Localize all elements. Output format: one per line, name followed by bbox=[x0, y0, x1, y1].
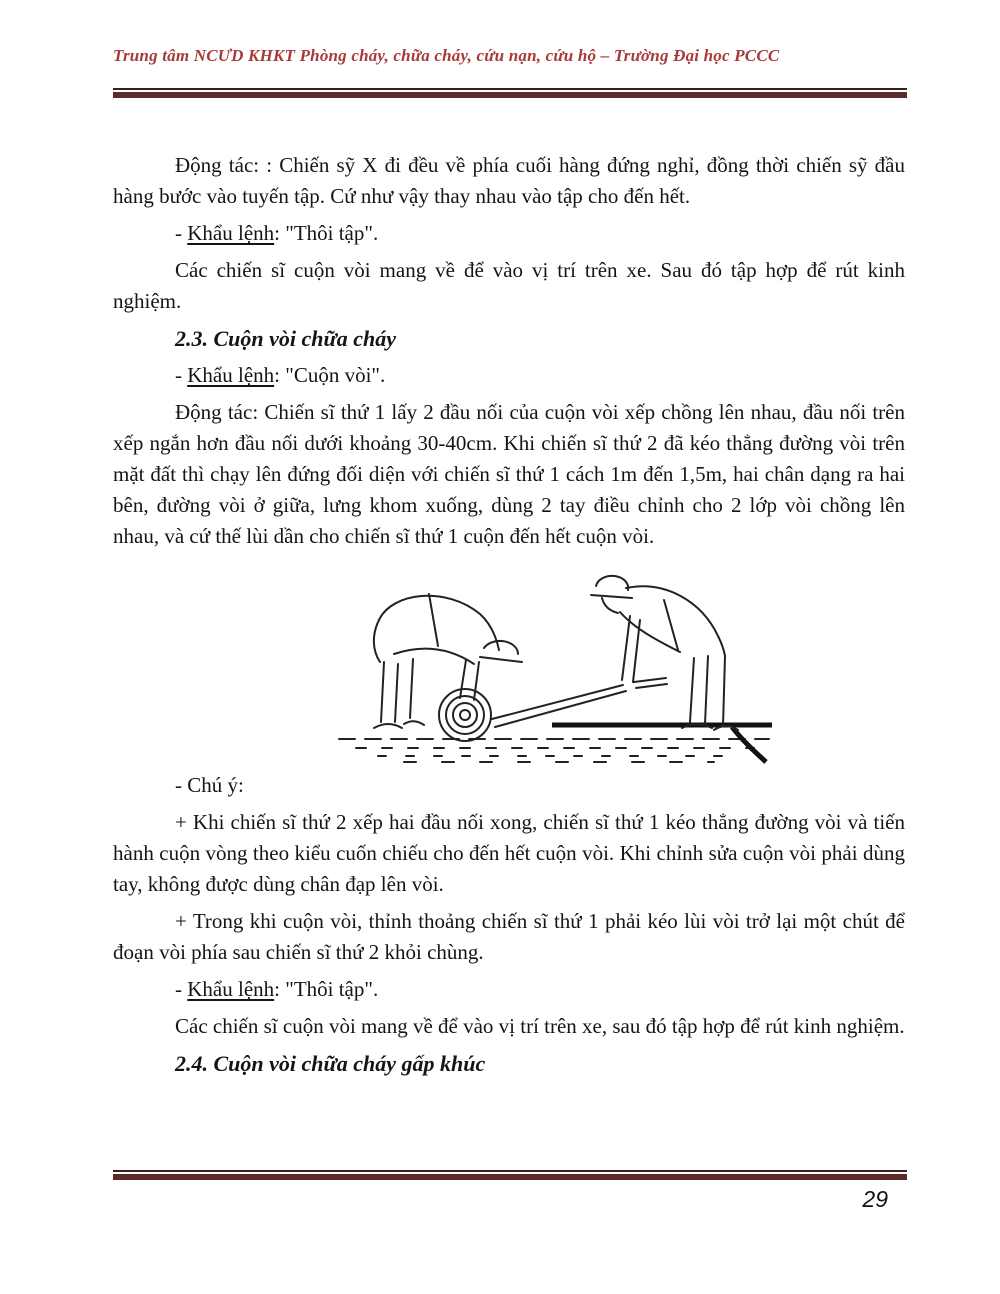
command-text: : "Thôi tập". bbox=[274, 221, 379, 245]
command-line-thoi-tap-2 bbox=[113, 974, 905, 1005]
note-heading: - Chú ý: bbox=[175, 773, 244, 797]
hose-rolling-illustration bbox=[113, 558, 905, 764]
command-prefix: - bbox=[175, 977, 188, 1001]
command-prefix: - bbox=[175, 221, 188, 245]
section-heading-2-3: 2.3. Cuộn vòi chữa cháy bbox=[175, 326, 396, 351]
page-header-title: Trung tâm NCƯD KHKT Phòng cháy, chữa cháy, cứu nạn, cứu hộ – Trường Đại học PCCC bbox=[113, 46, 780, 65]
footer-divider bbox=[113, 1170, 907, 1180]
command-prefix: - bbox=[175, 363, 188, 387]
document-body bbox=[113, 150, 905, 1085]
paragraph-regroup-2: Các chiến sĩ cuộn vòi mang về để vào vị trí trên xe, sau đó tập hợp để rút kinh nghiệm. bbox=[175, 1014, 905, 1038]
section-heading-2-4: 2.4. Cuộn vòi chữa cháy gấp khúc bbox=[175, 1051, 486, 1076]
command-text: : "Cuộn vòi". bbox=[274, 363, 386, 387]
hose-rolling-drawing bbox=[334, 558, 774, 764]
note-paragraph-2: + Trong khi cuộn vòi, thỉnh thoảng chiến sĩ thứ 1 phải kéo lùi vòi trở lại một chút để đoạn vòi phía sau chiến sĩ thứ 2 khỏi chùng. bbox=[113, 909, 905, 964]
command-label: Khẩu lệnh bbox=[187, 221, 275, 245]
command-line-cuon-voi bbox=[113, 360, 905, 391]
page-number: 29 bbox=[862, 1186, 888, 1212]
note-paragraph-1: + Khi chiến sĩ thứ 2 xếp hai đầu nối xong, chiến sĩ thứ 1 kéo thẳng đường vòi và tiến hành cuộn vòng theo kiểu cuốn chiếu cho đến hết cuộn vòi. Khi chỉnh sửa cuộn vòi phải dùng tay, không được dùng chân đạp lên vòi. bbox=[113, 810, 905, 896]
header-divider bbox=[113, 88, 907, 98]
command-line-thoi-tap-1 bbox=[113, 218, 905, 249]
command-text: : "Thôi tập". bbox=[274, 977, 379, 1001]
paragraph-dong-tac-2: Động tác: Chiến sĩ thứ 1 lấy 2 đầu nối của cuộn vòi xếp chồng lên nhau, đầu nối trên xếp ngắn hơn đầu nối dưới khoảng 30-40cm. Khi chiến sĩ thứ 2 đã kéo thẳng đường vòi trên mặt đất thì chạy lên đứng đối diện với chiến sĩ thứ 1 cách 1m đến 1,5m, hai chân dạng ra hai bên, đường vòi ở giữa, lưng khom xuống, dùng 2 tay điều chỉnh cho 2 lớp vòi chồng lên nhau, và cứ thế lùi dần cho chiến sĩ thứ 1 cuộn đến hết cuộn vòi. bbox=[113, 400, 905, 548]
command-label: Khẩu lệnh bbox=[187, 977, 275, 1001]
paragraph-dong-tac-1: Động tác: : Chiến sỹ X đi đều về phía cuối hàng đứng nghỉ, đồng thời chiến sỹ đầu hàng bước vào tuyến tập. Cứ như vậy thay nhau vào tập cho đến hết. bbox=[113, 153, 905, 208]
paragraph-regroup-1: Các chiến sĩ cuộn vòi mang về để vào vị trí trên xe. Sau đó tập hợp để rút kinh nghiệm. bbox=[113, 258, 905, 313]
command-label: Khẩu lệnh bbox=[187, 363, 275, 387]
